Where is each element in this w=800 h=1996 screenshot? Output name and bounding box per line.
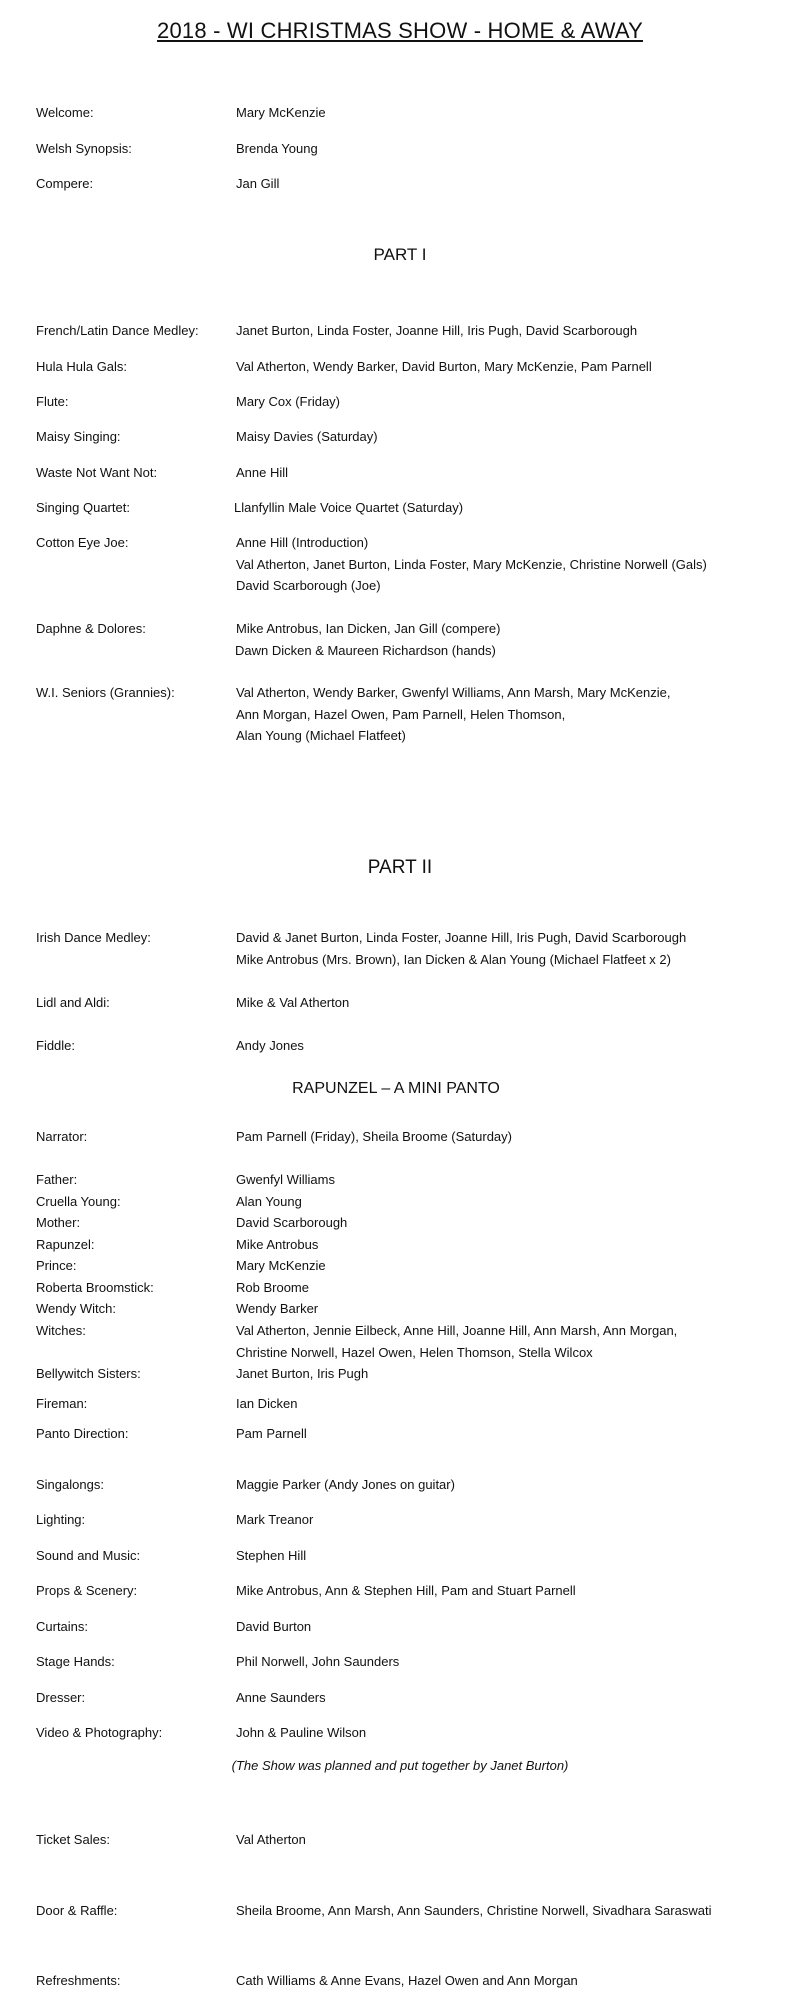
role-label: Flute: bbox=[36, 394, 69, 409]
names bbox=[236, 1363, 796, 1385]
role-label: Props & Scenery: bbox=[36, 1583, 138, 1598]
names bbox=[236, 1687, 796, 1709]
role-label: Bellywitch Sisters: bbox=[36, 1366, 141, 1381]
names bbox=[236, 1169, 796, 1191]
names bbox=[236, 426, 796, 448]
role-label: Rapunzel: bbox=[36, 1237, 95, 1252]
role-label: Refreshments: bbox=[36, 1973, 121, 1988]
part-two-heading: PART II bbox=[367, 857, 433, 878]
names bbox=[236, 320, 796, 342]
names bbox=[236, 391, 796, 413]
names-line: Cath Williams & Anne Evans, Hazel Owen and Ann Morgan bbox=[236, 1973, 578, 1988]
names-line: Anne Hill (Introduction) bbox=[236, 535, 369, 550]
names bbox=[236, 1474, 796, 1496]
names-line: Gwenfyl Williams bbox=[236, 1172, 335, 1187]
role-label: Irish Dance Medley: bbox=[36, 930, 151, 945]
role-label: Video & Photography: bbox=[36, 1725, 163, 1740]
names-line: Mike Antrobus (Mrs. Brown), Ian Dicken & Alan Young (Michael Flatfeet x 2) bbox=[236, 951, 671, 967]
names-line: Val Atherton, Wendy Barker, David Burton, Mary McKenzie, Pam Parnell bbox=[236, 359, 652, 374]
names bbox=[236, 356, 796, 378]
names-line: Val Atherton, Wendy Barker, Gwenfyl Williams, Ann Marsh, Mary McKenzie, bbox=[236, 685, 671, 700]
names-line: Dawn Dicken & Maureen Richardson (hands) bbox=[235, 642, 496, 658]
role-label: Prince: bbox=[36, 1258, 77, 1273]
names bbox=[236, 1616, 796, 1638]
names-line: Mary McKenzie bbox=[236, 1258, 326, 1273]
names bbox=[236, 1277, 796, 1299]
names bbox=[236, 1191, 796, 1213]
planning-note: (The Show was planned and put together by Janet Burton) bbox=[231, 1758, 569, 1773]
role-label: Door & Raffle: bbox=[36, 1903, 118, 1918]
names-line: Val Atherton, Janet Burton, Linda Foster, Mary McKenzie, Christine Norwell (Gals) bbox=[236, 556, 707, 572]
names-line: Christine Norwell, Hazel Owen, Helen Thomson, Stella Wilcox bbox=[236, 1344, 593, 1360]
role-label: Cruella Young: bbox=[36, 1194, 121, 1209]
role-label: Singing Quartet: bbox=[36, 500, 130, 515]
role-label: Cotton Eye Joe: bbox=[36, 535, 129, 550]
role-label: Sound and Music: bbox=[36, 1548, 141, 1563]
names bbox=[236, 1234, 796, 1256]
names bbox=[236, 1035, 796, 1057]
role-label: Daphne & Dolores: bbox=[36, 621, 146, 636]
names-line: Jan Gill bbox=[236, 176, 280, 191]
names-line: Mary Cox (Friday) bbox=[236, 394, 341, 409]
names-line: Andy Jones bbox=[236, 1038, 304, 1053]
names bbox=[236, 138, 796, 160]
names-line: Mark Treanor bbox=[236, 1512, 314, 1527]
names-line: Mary McKenzie bbox=[236, 105, 326, 120]
names bbox=[236, 1212, 796, 1234]
names-line: Stephen Hill bbox=[236, 1548, 307, 1563]
names-line: Janet Burton, Iris Pugh bbox=[236, 1366, 369, 1381]
names-line: Llanfyllin Male Voice Quartet (Saturday) bbox=[234, 500, 464, 515]
names-line: Mike Antrobus, Ian Dicken, Jan Gill (compere) bbox=[236, 621, 501, 636]
names-line: Mike & Val Atherton bbox=[236, 995, 350, 1010]
names-line: Pam Parnell (Friday), Sheila Broome (Saturday) bbox=[236, 1129, 512, 1144]
names-line: Ann Morgan, Hazel Owen, Pam Parnell, Helen Thomson, bbox=[236, 706, 566, 722]
names-line: Val Atherton, Jennie Eilbeck, Anne Hill, Joanne Hill, Ann Marsh, Ann Morgan, bbox=[236, 1323, 678, 1338]
names bbox=[236, 682, 796, 747]
names bbox=[236, 1970, 796, 1992]
names bbox=[234, 497, 794, 519]
role-label: Witches: bbox=[36, 1323, 86, 1338]
names bbox=[236, 1423, 796, 1445]
role-label: Ticket Sales: bbox=[36, 1832, 110, 1847]
names-line: Anne Hill bbox=[236, 465, 289, 480]
names bbox=[236, 1829, 796, 1851]
role-label: Curtains: bbox=[36, 1619, 89, 1634]
role-label: Hula Hula Gals: bbox=[36, 359, 128, 374]
role-label: Maisy Singing: bbox=[36, 429, 121, 444]
names-line: Anne Saunders bbox=[236, 1690, 326, 1705]
role-label: Roberta Broomstick: bbox=[36, 1280, 154, 1295]
names-line: Ian Dicken bbox=[236, 1396, 298, 1411]
names-line: David Scarborough (Joe) bbox=[236, 578, 381, 593]
names-line: Rob Broome bbox=[236, 1280, 309, 1295]
names-line: Pam Parnell bbox=[236, 1426, 307, 1441]
names-line: John & Pauline Wilson bbox=[236, 1725, 367, 1740]
role-label: Panto Direction: bbox=[36, 1426, 129, 1441]
names bbox=[236, 1126, 796, 1148]
names-line: Wendy Barker bbox=[236, 1301, 319, 1316]
names bbox=[236, 992, 796, 1014]
role-label: Lighting: bbox=[36, 1512, 86, 1527]
role-label: French/Latin Dance Medley: bbox=[36, 323, 199, 338]
names-line: Janet Burton, Linda Foster, Joanne Hill, Iris Pugh, David Scarborough bbox=[236, 323, 638, 338]
names-line: Mike Antrobus bbox=[236, 1237, 319, 1252]
names-line: Phil Norwell, John Saunders bbox=[236, 1654, 400, 1669]
role-label: Lidl and Aldi: bbox=[36, 995, 110, 1010]
names-line: Sheila Broome, Ann Marsh, Ann Saunders, Christine Norwell, Sivadhara Saraswati bbox=[236, 1903, 712, 1918]
role-label: Welcome: bbox=[36, 105, 94, 120]
names bbox=[236, 173, 796, 195]
role-label: Waste Not Want Not: bbox=[36, 465, 158, 480]
names bbox=[236, 927, 796, 970]
role-label: Fireman: bbox=[36, 1396, 88, 1411]
names bbox=[236, 1509, 796, 1531]
names bbox=[236, 1651, 796, 1673]
role-label: Narrator: bbox=[36, 1129, 88, 1144]
names bbox=[236, 1722, 796, 1744]
names-line: David Burton bbox=[236, 1619, 312, 1634]
role-label: Mother: bbox=[36, 1215, 81, 1230]
names bbox=[236, 532, 796, 597]
part-one-heading: PART I bbox=[373, 245, 427, 264]
panto-heading: RAPUNZEL – A MINI PANTO bbox=[292, 1080, 500, 1097]
names-line: Mike Antrobus, Ann & Stephen Hill, Pam and Stuart Parnell bbox=[236, 1583, 576, 1598]
names-line: David Scarborough bbox=[236, 1215, 348, 1230]
names-line: Alan Young bbox=[236, 1194, 302, 1209]
names-line: Alan Young (Michael Flatfeet) bbox=[236, 728, 406, 743]
names bbox=[236, 102, 796, 124]
names bbox=[236, 1298, 796, 1320]
names bbox=[236, 462, 796, 484]
names bbox=[236, 1580, 796, 1602]
names bbox=[236, 1545, 796, 1567]
role-label: Welsh Synopsis: bbox=[36, 141, 132, 156]
names-line: Brenda Young bbox=[236, 141, 318, 156]
role-label: Singalongs: bbox=[36, 1477, 104, 1492]
role-label: Father: bbox=[36, 1172, 78, 1187]
role-label: Wendy Witch: bbox=[36, 1301, 116, 1316]
names bbox=[236, 1393, 796, 1415]
names bbox=[236, 1255, 796, 1277]
role-label: Compere: bbox=[36, 176, 94, 191]
names bbox=[236, 1900, 796, 1922]
role-label: W.I. Seniors (Grannies): bbox=[36, 685, 175, 700]
names-line: Maggie Parker (Andy Jones on guitar) bbox=[236, 1477, 455, 1492]
names bbox=[236, 1320, 796, 1363]
names-line: Val Atherton bbox=[236, 1832, 306, 1847]
names bbox=[236, 618, 796, 661]
role-label: Dresser: bbox=[36, 1690, 86, 1705]
page-title: 2018 - WI CHRISTMAS SHOW - HOME & AWAY bbox=[157, 18, 643, 43]
role-label: Stage Hands: bbox=[36, 1654, 115, 1669]
role-label: Fiddle: bbox=[36, 1038, 76, 1053]
names-line: David & Janet Burton, Linda Foster, Joanne Hill, Iris Pugh, David Scarborough bbox=[236, 930, 687, 945]
names-line: Maisy Davies (Saturday) bbox=[236, 429, 378, 444]
